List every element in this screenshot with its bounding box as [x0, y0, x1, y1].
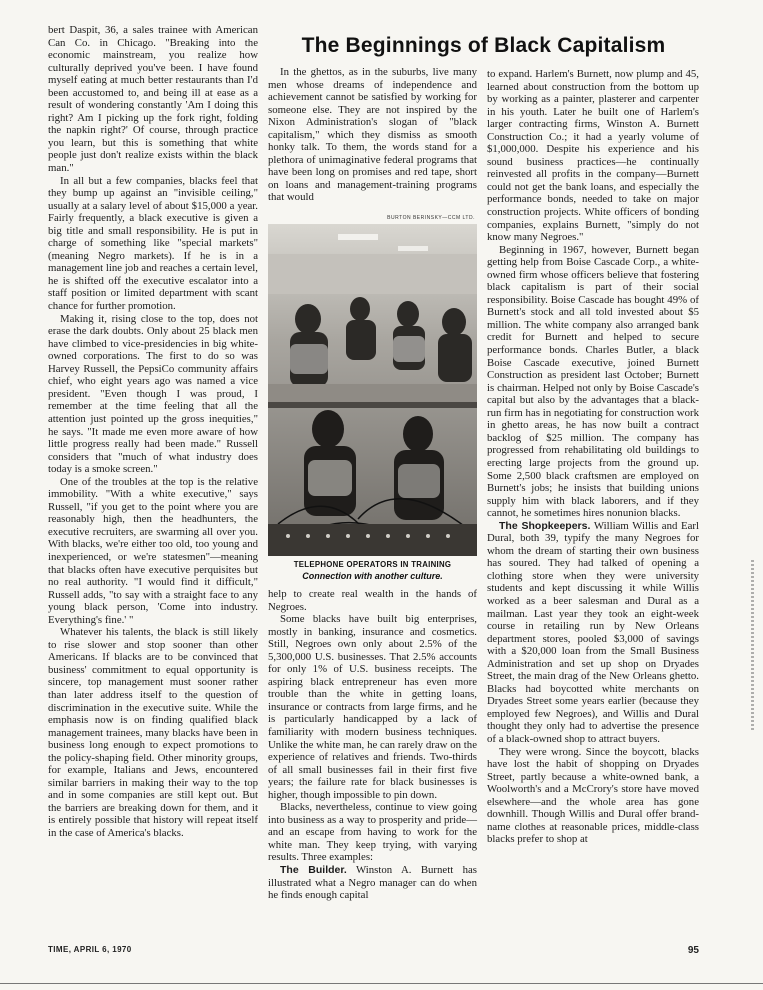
paragraph: In the ghettos, as in the suburbs, live many men whose dreams of independence and achievement cannot be satisfied by working for someone else. They are not inspired by the Nixon Administration's slogan of "black capitalism," which they dismiss as smooth honky talk. To them, the words stand for a plethora of unimaginative federal programs that have been long on promises and red tape, short on loans and management-training programs that would	[268, 66, 477, 204]
paragraph: Whatever his talents, the black is still likely to rise slower and stop sooner than other Americans. If blacks are to be convinced that business' commitment to equal opportunity is sincere, top management must sooner rather than later address itself to the question of discrimination in the executive suite. While the emphasis now is on finding qualified black management trainees, many blacks have been in business long enough to expect promotions to the policy-shaping field. Other minority groups, for example, Italians and Jews, encountered similar barriers in making their way to the top and in some companies are still kept out. But the barriers are breaking down for them, and it is entirely possible that history will repeat itself in the case of America's blacks.	[48, 626, 258, 839]
subhead-builder: The Builder.	[280, 864, 347, 877]
page-number: 95	[687, 945, 699, 956]
paragraph: In all but a few companies, blacks feel that they bump up against an "invisible ceiling," usually at a salary level of about $15,000 a year. Fairly frequently, a black executive is given a big title and small responsibility. He is put in charge of something like "special markets" (meaning Negro markets). If he is in a management line job and reaches a certain level, he is shifted off the executive escalator into a staff position or limited department with scant chance for further promotion.	[48, 174, 258, 313]
paragraph: to expand. Harlem's Burnett, now plump and 45, learned about construction from the bottom up by working as a painter, plasterer and carpenter in his youth. Later he built one of Harlem's larger contracting firms, Winston A. Burnett Construction Co.; it had a yearly volume of $1,000,000. Despite his experience and his sound business practices—he continually reinvested all profits in the company—Burnett could not get the bank loans, and especially the performance bonds, needed to take on major construction projects. White officers of bonding companies, explains Burnett, "simply do not know many Negroes."	[487, 68, 699, 244]
paragraph	[268, 864, 477, 902]
paragraph-text: William Willis and Earl Dural, both 39, typify the many Negroes for whom the dream of starting their own business has soured. They had talked of opening a clothing store when they were university students and kept discussing it while Willis worked as a beer salesman and Dural as a mailman. Last year they took an eight-week course in retailing run by New Orleans department stores, pooled $3,000 of savings with a $20,000 loan from the Small Business Administration and set up shop on Dryades Street, the main drag of the New Orleans ghetto. Blacks had boycotted white merchants on Dryades Street some years earlier (because they employed few Negroes), and Willis and Dural thought they only had to advertise the presence of a black-owned shop to attract buyers.	[487, 519, 700, 745]
article-column-2-bottom	[268, 588, 477, 902]
photo-telephone-operators	[268, 224, 477, 556]
publication-footer: TIME, APRIL 6, 1970	[48, 945, 132, 954]
bottom-rule	[0, 983, 763, 984]
photo-caption-title: TELEPHONE OPERATORS IN TRAINING	[293, 560, 452, 569]
paragraph: Some blacks have built big enterprises, mostly in banking, insurance and cosmetics. Still, Negroes own only about 2.5% of the 5,300,000 U.S. businesses. That 2.5% accounts for only 1% of U.S. business receipts. The aspiring black entrepreneur has even more trouble than the white in getting loans, insurance or contracts from large firms, and he is particularly handicapped by a lack of familiarity with modern business techniques. Unlike the white man, he can rarely draw on the experience of relatives and friends. Two-thirds of all small businesses fail in their first five years; the failure rate for black businesses is higher, though impossible to pin down.	[268, 613, 477, 801]
paragraph: Beginning in 1967, however, Burnett began getting help from Boise Cascade Corp., a white-owned firm whose officers believe that fostering black capitalism is part of their social responsibility. Boise Cascade has bought 49% of Burnett's stock and all told invested about $5 million. The white company also arranged bank credit for Burnett and helped to secure performance bonds. Charles Butler, a black Boise Cascade executive, joined Burnett Construction as president last October; Burnett is chairman. Helped not only by Boise Cascade's capital but also by the advantages that a black-run firm has in negotiating for construction work in ghetto areas, he has now built a contract backlog of $25 million. The company has progressed from rehabilitating old buildings to erecting large projects from the ground up. Some 2,500 black craftsmen are employed on Burnett's jobs; he insists that building unions supply him with black laborers, and if they cannot, he sometimes hires nonunion blacks.	[487, 243, 699, 520]
paragraph: One of the troubles at the top is the relative immobility. "With a white executive," says Russell, "if you get to the point where you are reasonably high, then the headhunters, the executive recruiters, are swarming all over you. With blacks, we're either too old, too young and inexperienced, or we're statesmen"—meaning that blacks often have executive perquisites but no real authority. "I would find it difficult," Russell adds, "to say with a straight face to any young black person, 'Come into industry. Everything's fine.' "	[48, 475, 258, 626]
paragraph	[487, 520, 699, 746]
article-column-3	[487, 68, 699, 846]
article-column-1	[48, 24, 258, 840]
paragraph: They were wrong. Since the boycott, blacks have lost the habit of shopping on Dryades Street, partly because a white-owned bank, a Woolworth's and a McCrory's store have moved elsewhere—and the whole area has gone downhill. Though Willis and Dural offer brand-name clothes at reasonable prices, middle-class blacks prefer to shop at	[487, 745, 699, 846]
photo-illustration	[268, 224, 477, 556]
subhead-shopkeepers: The Shopkeepers.	[499, 519, 591, 532]
photo-credit: BURTON BERINSKY—CCM LTD.	[387, 215, 475, 221]
article-column-2-top	[268, 66, 477, 204]
paragraph: Blacks, nevertheless, continue to view going into business as a way to prosperity and pride—and an escape from having to work for the white man. They keep trying, with varying results. Three examples:	[268, 801, 477, 864]
scan-margin-mark	[751, 560, 754, 730]
paragraph: bert Daspit, 36, a sales trainee with American Can Co. in Chicago. "Breaking into the economic mainstream, you realize how culturally deprived you've been. I have found myself eating at much better restaurants than I'd been accustomed to, and being ill at ease as a result of wondering constantly 'Am I doing this right? Am I picking up the fork right, folding the napkin right?' Of course, through practice you learn, but this is something that white people just don't realize exists within the black man."	[48, 24, 258, 175]
photo-caption: Connection with another culture.	[302, 571, 443, 581]
paragraph: Making it, rising close to the top, does not erase the dark doubts. Only about 25 black men have climbed to vice-presidencies in big white-owned corporations. The first to do so was Harvey Russell, the PepsiCo community affairs chief, who eight years ago was named a vice president. "Even though I was proud, I remember at the time feeling that all the attention just pointed up the gross inequities," he says. "It made me even more aware of how little progress really had been made." Russell considers that "much of what industry does today is a smoke screen."	[48, 312, 258, 476]
paragraph-text: Winston A. Burnett has illustrated what a Negro manager can do when he finds enough capital	[268, 864, 478, 902]
paragraph: help to create real wealth in the hands of Negroes.	[268, 588, 477, 613]
article-headline: The Beginnings of Black Capitalism	[301, 34, 666, 57]
